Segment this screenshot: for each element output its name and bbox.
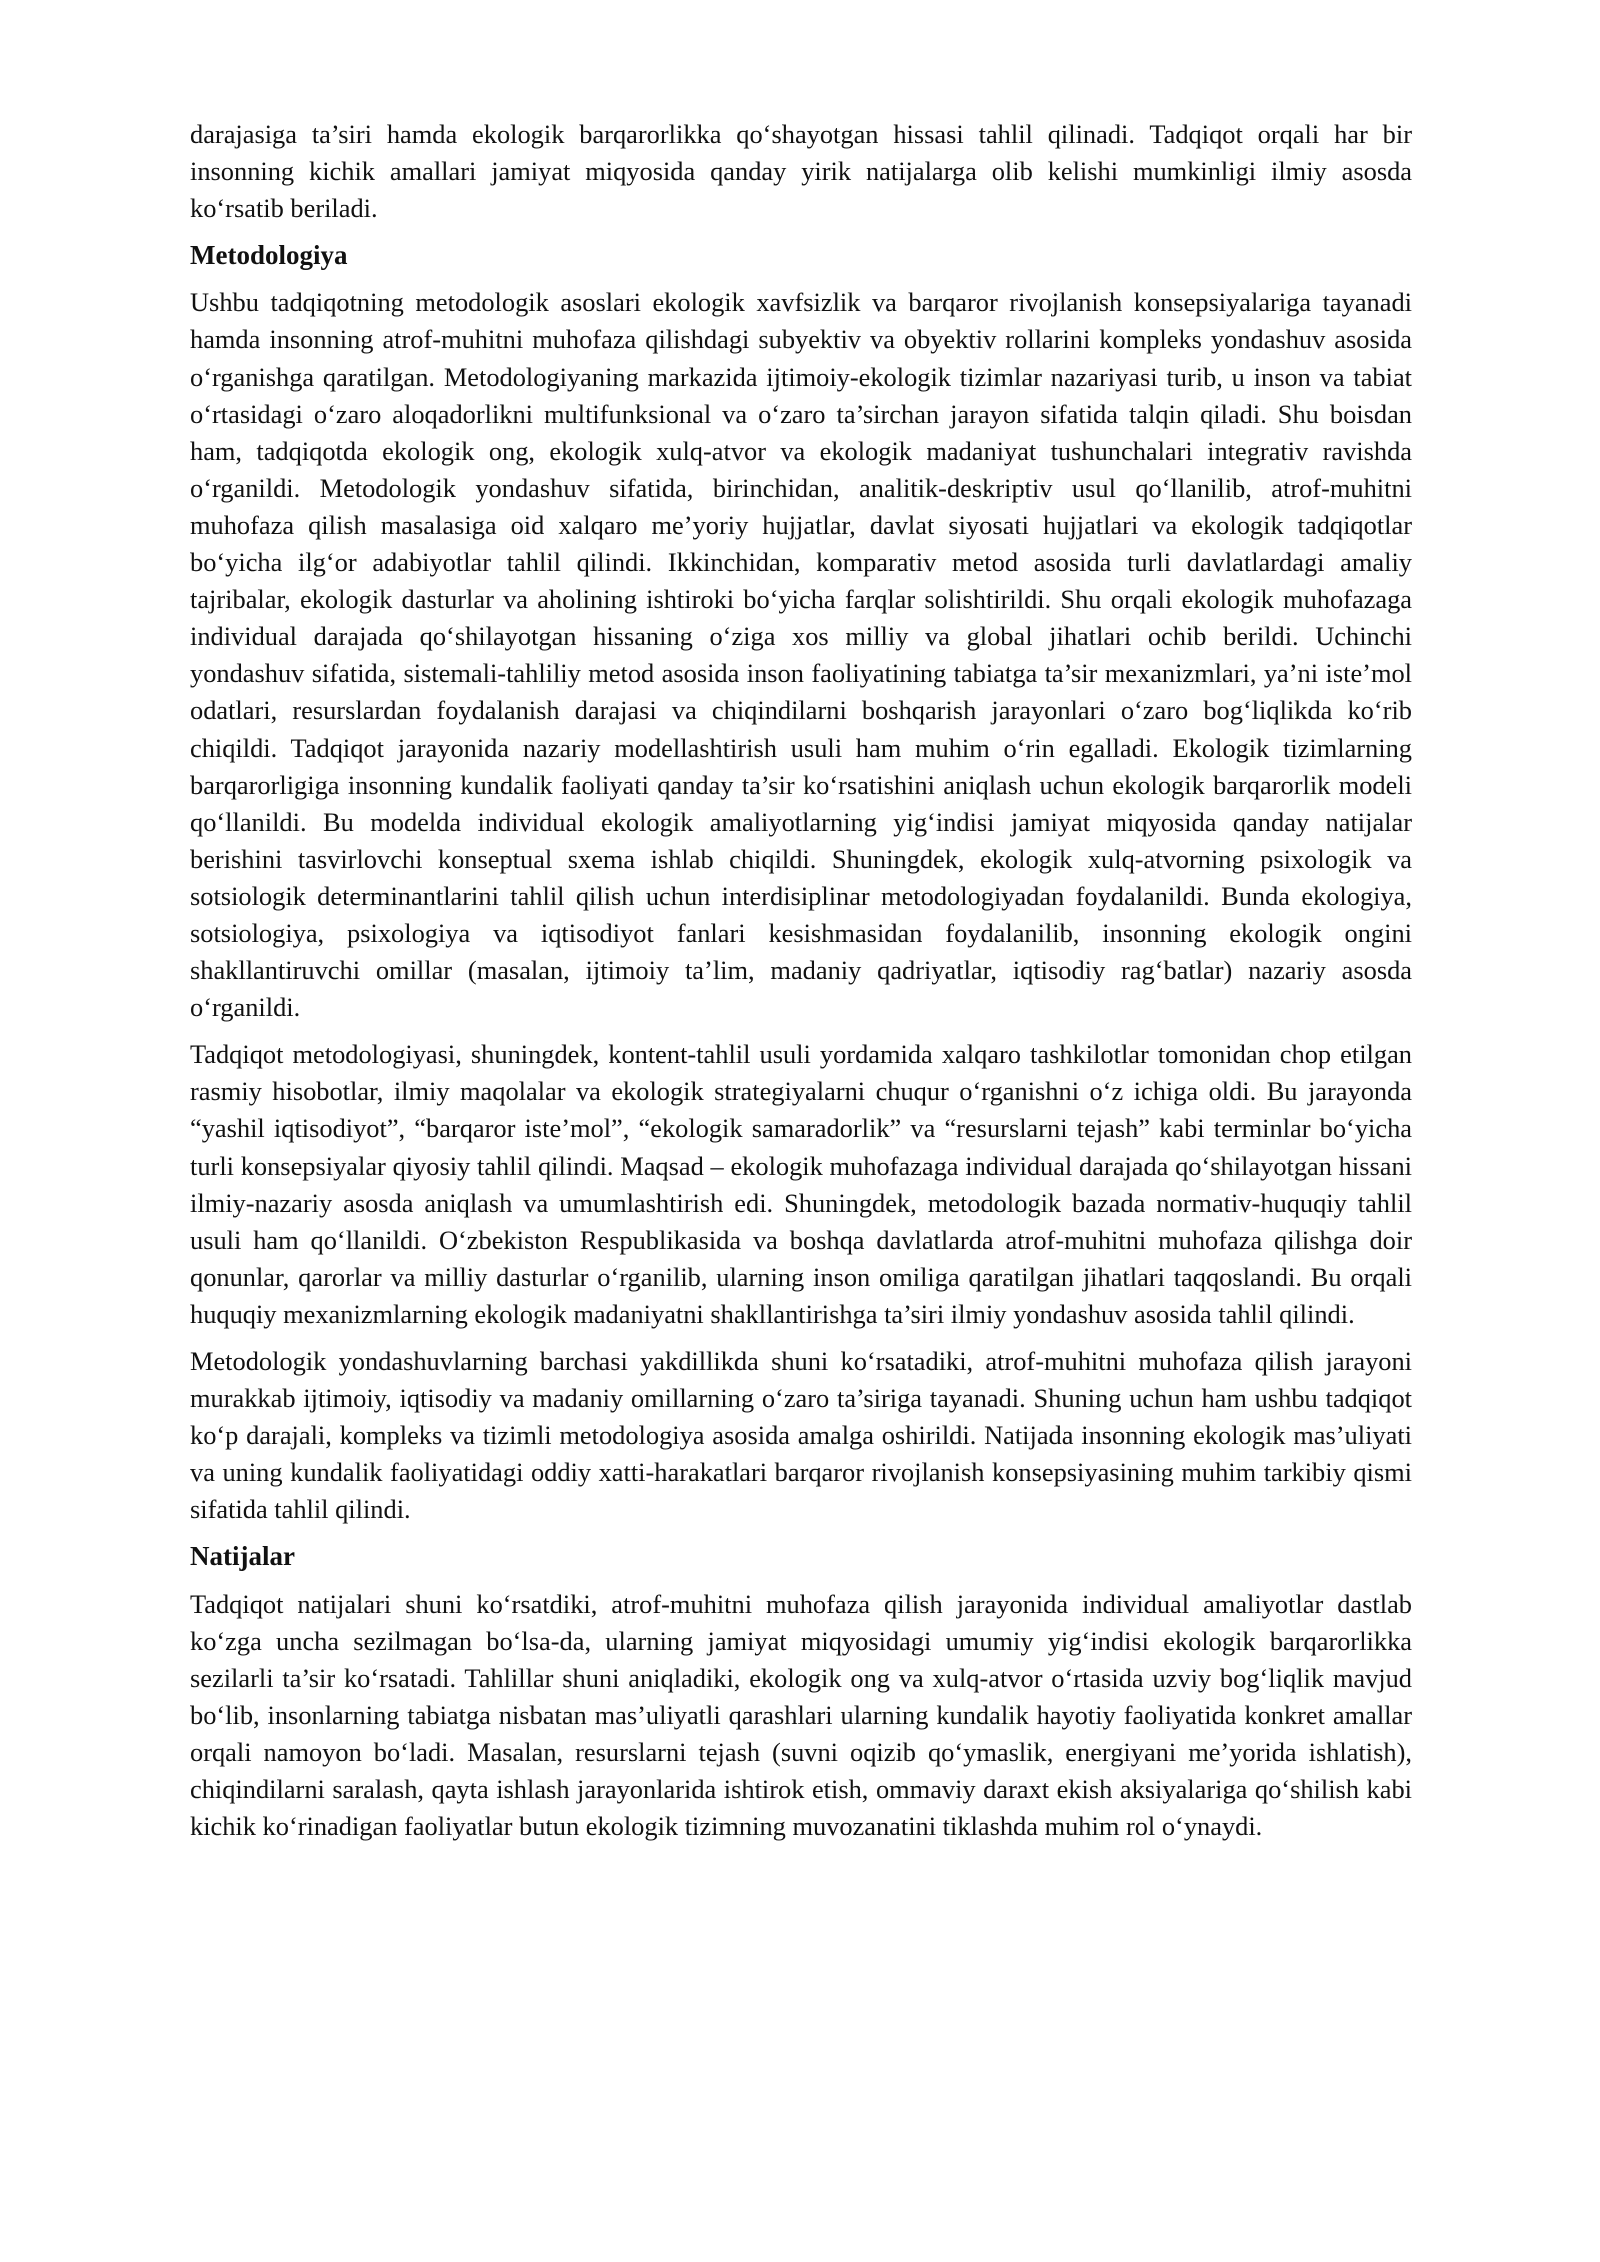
body-paragraph: Tadqiqot metodologiyasi, shuningdek, kontent-tahlil usuli yordamida xalqaro tashkilotlar tomonidan chop etilgan rasmiy hisobotlar, ilmiy maqolalar va ekologik strategiyalarni chuqur o‘rganishni o‘z ichiga oldi. Bu jarayonda “yashil iqtisodiyot”, “barqaror iste’mol”, “ekologik samaradorlik” va “resurslarni tejash” kabi terminlar bo‘yicha turli konsepsiyalar qiyosiy tahlil qilindi. Maqsad – ekologik muhofazaga individual darajada qo‘shilayotgan hissani ilmiy-nazariy asosda aniqlash va umumlashtirish edi. Shuningdek, metodologik bazada normativ-huquqiy tahlil usuli ham qo‘llanildi. O‘zbekiston Respublikasida va boshqa davlatlarda atrof-muhitni muhofaza qilishga doir qonunlar, qarorlar va milliy dasturlar o‘rganilib, ularning inson omiliga qaratilgan jihatlari taqqoslandi. Bu orqali huquqiy mexanizmlarning ekologik madaniyatni shakllantirishga ta’siri ilmiy yondashuv asosida tahlil qilindi. xyxy=(190,1039,1412,1329)
body-paragraph: Tadqiqot natijalari shuni ko‘rsatdiki, atrof-muhitni muhofaza qilish jarayonida individual amaliyotlar dastlab ko‘zga uncha sezilmagan bo‘lsa-da, ularning jamiyat miqyosidagi umumiy yig‘indisi ekologik barqarorlikka sezilarli ta’sir ko‘rsatadi. Tahlillar shuni aniqladiki, ekologik ong va xulq-atvor o‘rtasida uzviy bog‘liqlik mavjud bo‘lib, insonlarning tabiatga nisbatan mas’uliyatli qarashlari ularning kundalik hayotiy faoliyatida konkret amallar orqali namoyon bo‘ladi. Masalan, resurslarni tejash (suvni oqizib qo‘ymaslik, energiyani me’yorida ishlatish), chiqindilarni saralash, qayta ishlash jarayonlarida ishtirok etish, ommaviy daraxt ekish aksiyalariga qo‘shilish kabi kichik ko‘rinadigan faoliyatlar butun ekologik tizimning muvozanatini tiklashda muhim rol o‘ynaydi. xyxy=(190,1588,1412,1842)
body-paragraph: Metodologik yondashuvlarning barchasi yakdillikda shuni ko‘rsatadiki, atrof-muhitni muhofaza qilish jarayoni murakkab ijtimoiy, iqtisodiy va madaniy omillarning o‘zaro ta’siriga tayanadi. Shuning uchun ham ushbu tadqiqot ko‘p darajali, kompleks va tizimli metodologiya asosida amalga oshirildi. Natijada insonning ekologik mas’uliyati va uning kundalik faoliyatidagi oddiy xatti-harakatlari barqaror rivojlanish konsepsiyasining muhim tarkibiy qismi sifatida tahlil qilindi. xyxy=(190,1346,1412,1525)
section-heading-metodologiya: Metodologiya xyxy=(190,240,348,271)
intro-paragraph: darajasiga ta’siri hamda ekologik barqarorlikka qo‘shayotgan hissasi tahlil qilinadi. Tadqiqot orqali har bir insonning kichik amallari jamiyat miqyosida qanday yirik natijalarga olib kelishi mumkinligi ilmiy asosda ko‘rsatib beriladi. xyxy=(190,119,1412,224)
body-paragraph: Ushbu tadqiqotning metodologik asoslari ekologik xavfsizlik va barqaror rivojlanish konsepsiyalariga tayanadi hamda insonning atrof-muhitni muhofaza qilishdagi subyektiv va obyektiv rollarini kompleks yondashuv asosida o‘rganishga qaratilgan. Metodologiyaning markazida ijtimoiy-ekologik tizimlar nazariyasi turib, u inson va tabiat o‘rtasidagi o‘zaro aloqadorlikni multifunksional va o‘zaro ta’sirchan jarayon sifatida talqin qiladi. Shu boisdan ham, tadqiqotda ekologik ong, ekologik xulq-atvor va ekologik madaniyat tushunchalari integrativ ravishda o‘rganildi. Metodologik yondashuv sifatida, birinchidan, analitik-deskriptiv usul qo‘llanilib, atrof-muhitni muhofaza qilish masalasiga oid xalqaro me’yoriy hujjatlar, davlat siyosati hujjatlari va ekologik tadqiqotlar bo‘yicha ilg‘or adabiyotlar tahlil qilindi. Ikkinchidan, komparativ metod asosida turli davlatlardagi amaliy tajribalar, ekologik dasturlar va aholining ishtiroki bo‘yicha farqlar solishtirildi. Shu orqali ekologik muhofazaga individual darajada qo‘shilayotgan hissaning o‘ziga xos milliy va global jihatlari ochib berildi. Uchinchi yondashuv sifatida, sistemali-tahliliy metod asosida inson faoliyatining tabiatga ta’sir mexanizmlari, ya’ni iste’mol odatlari, resurslardan foydalanish darajasi va chiqindilarni boshqarish jarayonlari o‘zaro bog‘liqlikda ko‘rib chiqildi. Tadqiqot jarayonida nazariy modellashtirish usuli ham muhim o‘rin egalladi. Ekologik tizimlarning barqarorligiga insonning kundalik faoliyati qanday ta’sir ko‘rsatishini aniqlash uchun ekologik barqarorlik modeli qo‘llanildi. Bu modelda individual ekologik amaliyotlarning yig‘indisi jamiyat miqyosida qanday natijalar berishini tasvirlovchi konseptual sxema ishlab chiqildi. Shuningdek, ekologik xulq-atvorning psixologik va sotsiologik determinantlarini tahlil qilish uchun interdisiplinar metodologiyadan foydalanildi. Bunda ekologiya, sotsiologiya, psixologiya va iqtisodiyot fanlari kesishmasidan foydalanilib, insonning ekologik ongini shakllantiruvchi omillar (masalan, ijtimoiy ta’lim, madaniy qadriyatlar, iqtisodiy rag‘batlar) nazariy asosda o‘rganildi. xyxy=(190,287,1412,1023)
document-page xyxy=(190,116,1412,1855)
section-heading-natijalar: Natijalar xyxy=(190,1541,295,1572)
